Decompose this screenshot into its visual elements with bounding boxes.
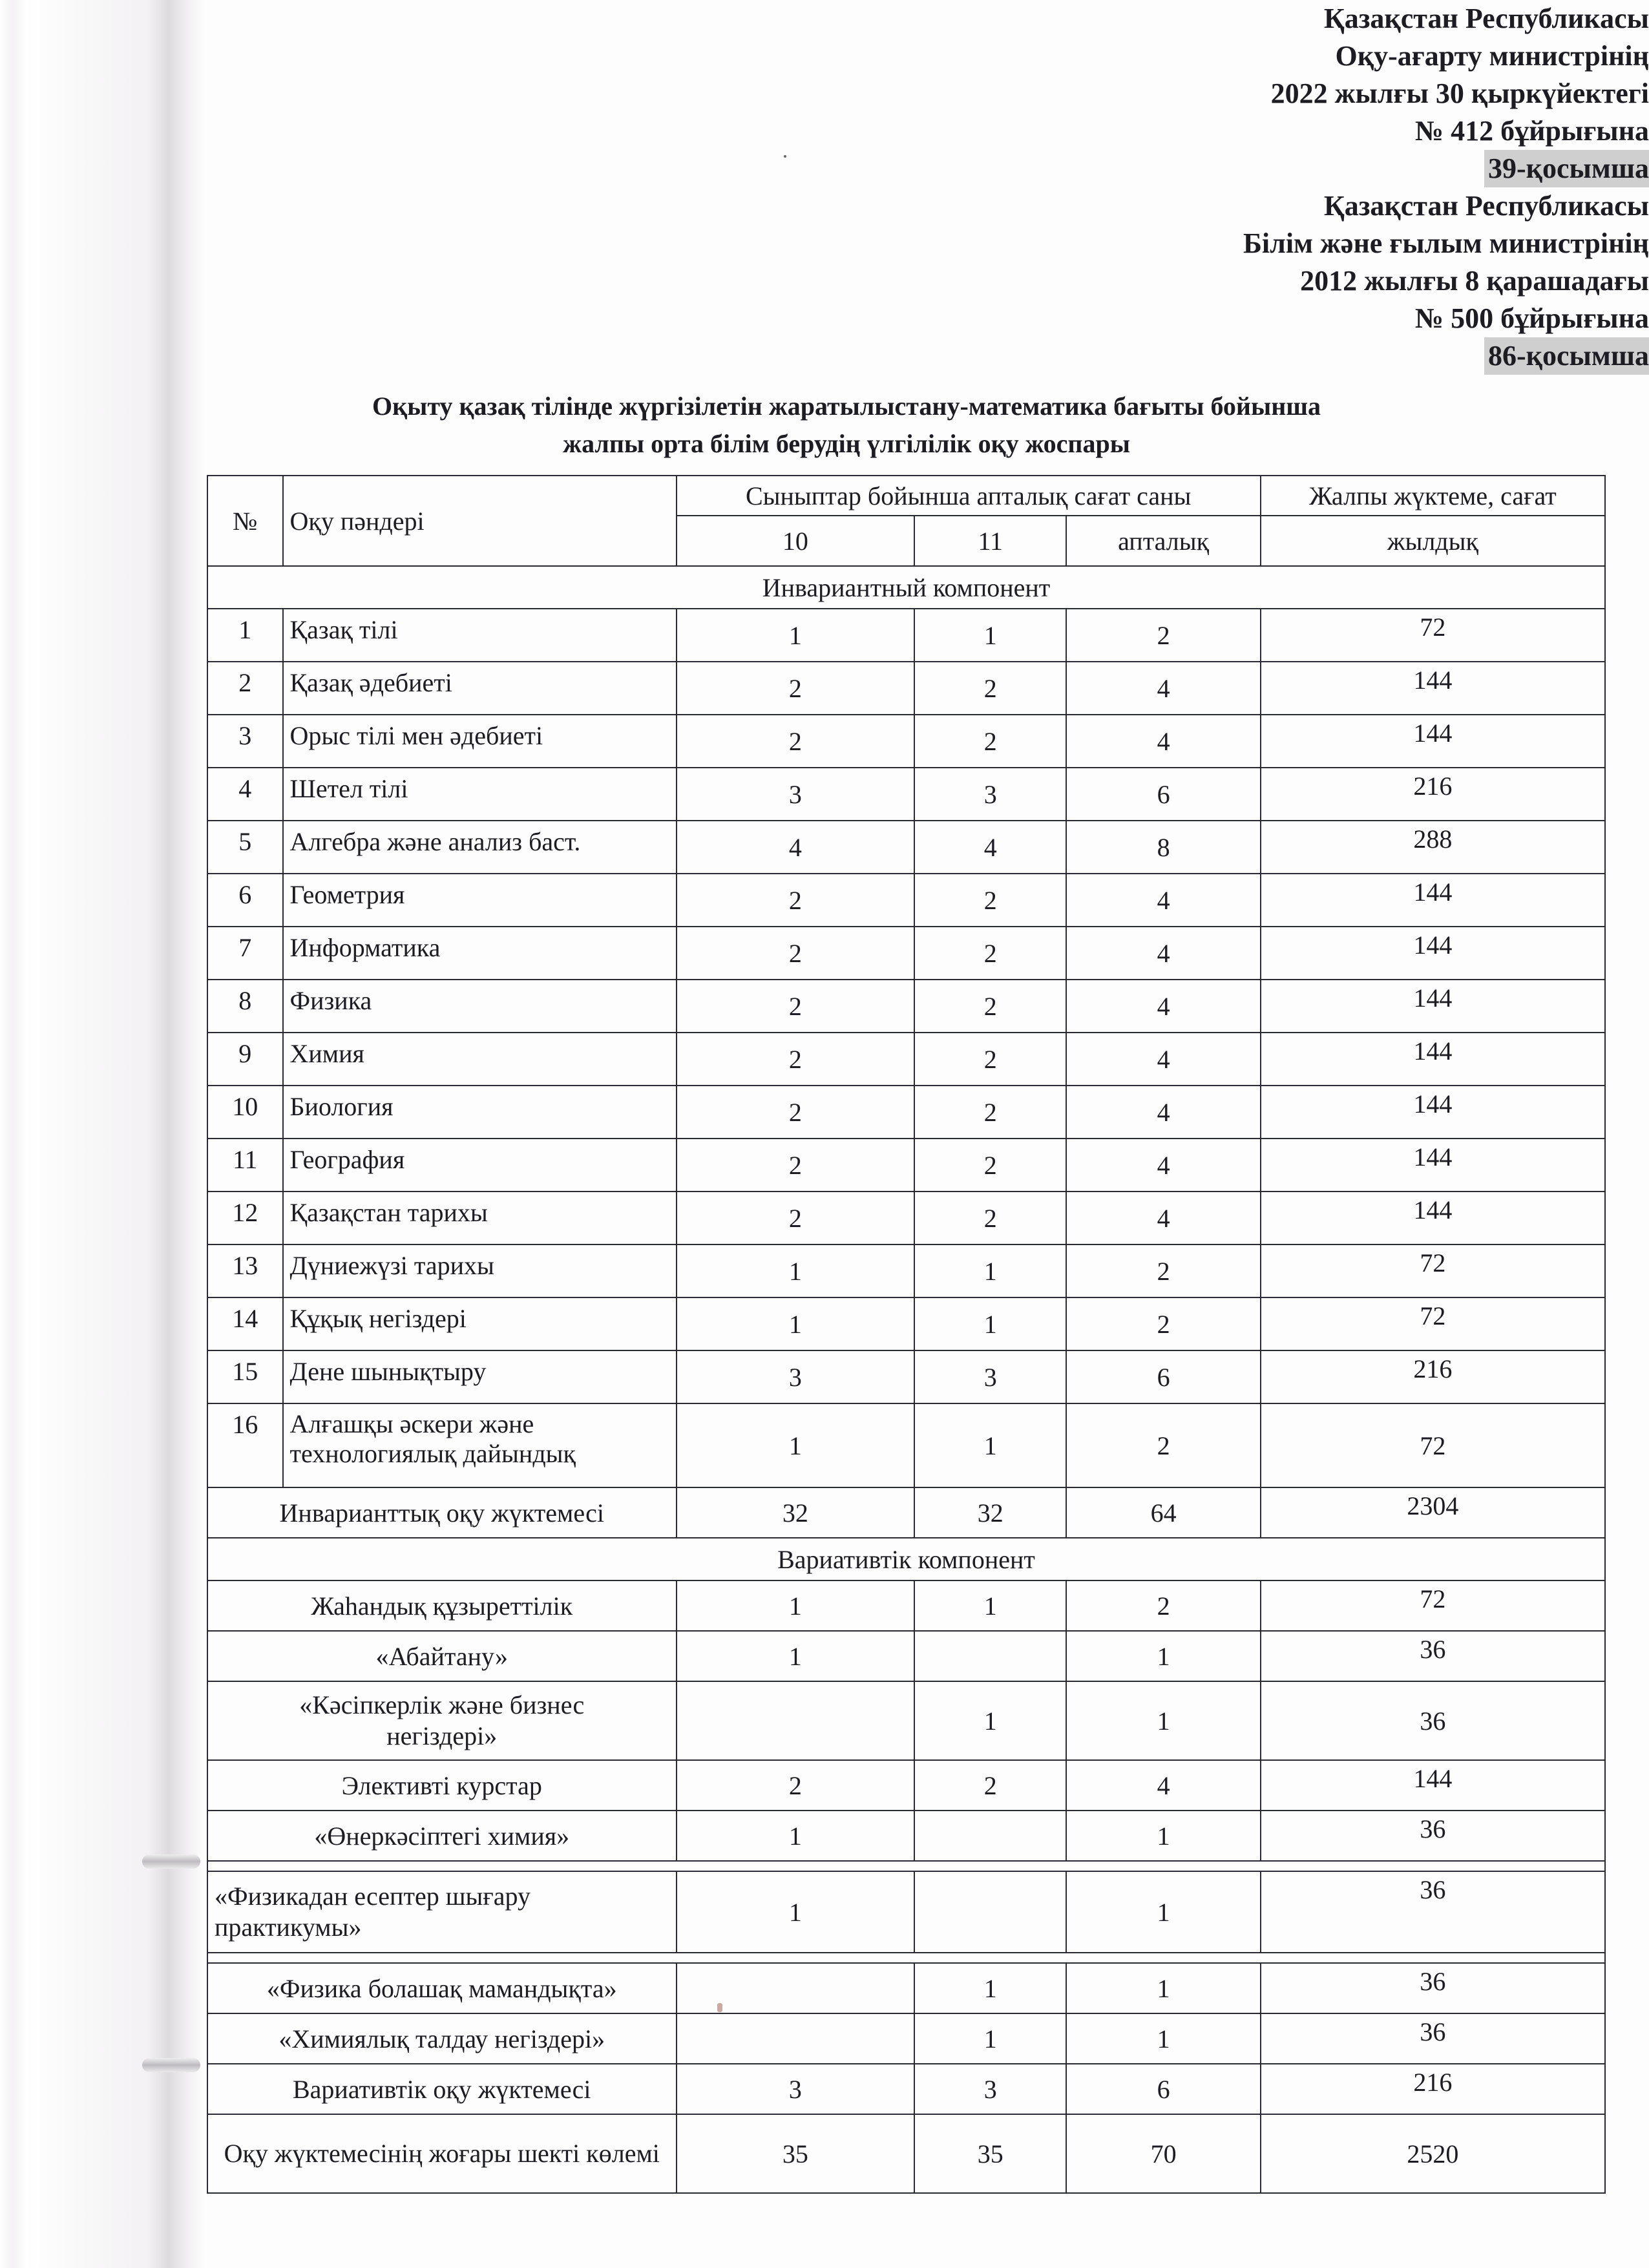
subject-name: Информатика bbox=[283, 927, 677, 980]
grade-11-hours: 3 bbox=[914, 768, 1066, 821]
table-row bbox=[207, 2013, 1605, 2064]
row-number: 14 bbox=[207, 1297, 283, 1350]
weekly-hours: 64 bbox=[1066, 1487, 1261, 1538]
header-line: Оқу-ағарту министрінің bbox=[1335, 40, 1649, 72]
document-title bbox=[207, 388, 1486, 463]
subject-name: Қазақ әдебиеті bbox=[283, 662, 677, 715]
grade-10-hours: 1 bbox=[677, 609, 915, 662]
grade-11-hours: 2 bbox=[914, 1192, 1066, 1244]
grade-10-hours: 2 bbox=[677, 1760, 915, 1811]
grade-11-hours: 3 bbox=[914, 2064, 1066, 2114]
row-number: 6 bbox=[207, 874, 283, 927]
weekly-hours: 4 bbox=[1066, 1033, 1261, 1086]
subject-name: Жаһандық құзыреттілік bbox=[207, 1580, 677, 1631]
approval-header bbox=[1067, 0, 1649, 375]
subject-name: Элективті курстар bbox=[207, 1760, 677, 1811]
grade-11-hours: 2 bbox=[914, 1139, 1066, 1192]
grade-10-hours: 2 bbox=[677, 1139, 915, 1192]
grade-10-hours: 4 bbox=[677, 821, 915, 874]
col-header-grade-10: 10 bbox=[677, 516, 915, 566]
row-number: 10 bbox=[207, 1086, 283, 1139]
subject-name: Дене шынықтыру bbox=[283, 1350, 677, 1403]
subject-name: «Абайтану» bbox=[207, 1631, 677, 1681]
grade-10-hours: 2 bbox=[677, 662, 915, 715]
appendix-number: 39-қосымша bbox=[1484, 150, 1649, 187]
grade-10-hours: 32 bbox=[677, 1487, 915, 1538]
grade-11-hours bbox=[914, 1631, 1066, 1681]
grade-11-hours: 2 bbox=[914, 980, 1066, 1033]
subject-name: Химия bbox=[283, 1033, 677, 1086]
weekly-hours: 2 bbox=[1066, 1403, 1261, 1487]
yearly-hours: 144 bbox=[1261, 1192, 1605, 1244]
weekly-hours: 1 bbox=[1066, 1811, 1261, 1861]
row-number: 1 bbox=[207, 609, 283, 662]
weekly-hours: 4 bbox=[1066, 980, 1261, 1033]
grade-10-hours bbox=[677, 1681, 915, 1760]
grade-10-hours: 2 bbox=[677, 980, 915, 1033]
binder-ring-icon bbox=[142, 2058, 200, 2072]
yearly-hours: 216 bbox=[1261, 2064, 1605, 2114]
col-header-weekly: апталық bbox=[1066, 516, 1261, 566]
title-line-1: Оқыту қазақ тілінде жүргізілетін жаратылыстану-математика бағыты бойынша bbox=[372, 392, 1321, 421]
table-row bbox=[207, 821, 1605, 874]
grade-11-hours: 2 bbox=[914, 927, 1066, 980]
subject-name: Қазақ тілі bbox=[283, 609, 677, 662]
subject-name: Алғашқы әскери және технологиялық дайындық bbox=[283, 1403, 677, 1487]
weekly-hours: 4 bbox=[1066, 1192, 1261, 1244]
max-total-row bbox=[207, 2114, 1605, 2193]
weekly-hours: 4 bbox=[1066, 874, 1261, 927]
grade-10-hours: 1 bbox=[677, 1297, 915, 1350]
table-row bbox=[207, 1811, 1605, 1861]
invariant-total-row bbox=[207, 1487, 1605, 1538]
yearly-hours: 144 bbox=[1261, 1139, 1605, 1192]
yearly-hours: 144 bbox=[1261, 874, 1605, 927]
grade-11-hours: 1 bbox=[914, 1403, 1066, 1487]
weekly-hours: 1 bbox=[1066, 2013, 1261, 2064]
weekly-hours: 2 bbox=[1066, 1297, 1261, 1350]
table-row bbox=[207, 1139, 1605, 1192]
variative-total-label: Вариативтік оқу жүктемесі bbox=[207, 2064, 677, 2114]
yearly-hours: 36 bbox=[1261, 1681, 1605, 1760]
yearly-hours: 36 bbox=[1261, 1631, 1605, 1681]
table-row bbox=[207, 609, 1605, 662]
grade-11-hours: 3 bbox=[914, 1350, 1066, 1403]
header-line: Қазақстан Республикасы bbox=[1323, 190, 1649, 222]
binder-ring-icon bbox=[142, 1854, 200, 1869]
weekly-hours: 2 bbox=[1066, 1580, 1261, 1631]
grade-11-hours: 2 bbox=[914, 715, 1066, 768]
grade-10-hours bbox=[677, 2013, 915, 2064]
grade-10-hours: 2 bbox=[677, 1192, 915, 1244]
row-number: 9 bbox=[207, 1033, 283, 1086]
yearly-hours: 36 bbox=[1261, 1811, 1605, 1861]
grade-11-hours: 4 bbox=[914, 821, 1066, 874]
table-row bbox=[207, 1033, 1605, 1086]
col-header-grade-11: 11 bbox=[914, 516, 1066, 566]
grade-11-hours: 1 bbox=[914, 1244, 1066, 1297]
grade-10-hours: 1 bbox=[677, 1244, 915, 1297]
spacer-row bbox=[207, 1953, 1605, 1963]
col-header-yearly: жылдық bbox=[1261, 516, 1605, 566]
weekly-hours: 2 bbox=[1066, 1244, 1261, 1297]
grade-10-hours: 2 bbox=[677, 927, 915, 980]
header-line: № 412 бұйрығына bbox=[1414, 115, 1649, 147]
subject-name: Орыс тілі мен әдебиеті bbox=[283, 715, 677, 768]
grade-11-hours: 1 bbox=[914, 1963, 1066, 2013]
subject-name: «Кәсіпкерлік және бизнес негіздері» bbox=[207, 1681, 677, 1760]
grade-10-hours: 2 bbox=[677, 1033, 915, 1086]
grade-11-hours: 1 bbox=[914, 2013, 1066, 2064]
subject-name: Физика bbox=[283, 980, 677, 1033]
subject-name: Қазақстан тарихы bbox=[283, 1192, 677, 1244]
weekly-hours: 70 bbox=[1066, 2114, 1261, 2193]
spacer-cell bbox=[207, 1953, 1605, 1963]
subject-name: «Физикадан есептер шығару практикумы» bbox=[207, 1871, 677, 1953]
yearly-hours: 72 bbox=[1261, 1297, 1605, 1350]
grade-11-hours bbox=[914, 1811, 1066, 1861]
weekly-hours: 6 bbox=[1066, 768, 1261, 821]
section-row bbox=[207, 1538, 1605, 1580]
row-number: 13 bbox=[207, 1244, 283, 1297]
grade-11-hours bbox=[914, 1871, 1066, 1953]
weekly-hours: 6 bbox=[1066, 1350, 1261, 1403]
table-row bbox=[207, 1580, 1605, 1631]
table-row bbox=[207, 662, 1605, 715]
table-row bbox=[207, 1871, 1605, 1953]
weekly-hours: 2 bbox=[1066, 609, 1261, 662]
weekly-hours: 8 bbox=[1066, 821, 1261, 874]
header-line: 2022 жылғы 30 қыркүйектегі bbox=[1270, 78, 1649, 109]
grade-11-hours: 35 bbox=[914, 2114, 1066, 2193]
grade-10-hours: 1 bbox=[677, 1580, 915, 1631]
section-invariant: Инвариантный компонент bbox=[207, 566, 1605, 609]
grade-10-hours: 35 bbox=[677, 2114, 915, 2193]
appendix-number: 86-қосымша bbox=[1484, 337, 1649, 375]
table-row bbox=[207, 927, 1605, 980]
row-number: 2 bbox=[207, 662, 283, 715]
grade-10-hours: 1 bbox=[677, 1631, 915, 1681]
row-number: 3 bbox=[207, 715, 283, 768]
subject-name: География bbox=[283, 1139, 677, 1192]
table-row bbox=[207, 1963, 1605, 2013]
spacer-cell bbox=[207, 1861, 1605, 1871]
table-row bbox=[207, 1403, 1605, 1487]
grade-11-hours: 1 bbox=[914, 1681, 1066, 1760]
grade-11-hours: 32 bbox=[914, 1487, 1066, 1538]
grade-11-hours: 2 bbox=[914, 1086, 1066, 1139]
grade-10-hours: 3 bbox=[677, 2064, 915, 2114]
col-header-subjects: Оқу пәндері bbox=[283, 476, 677, 566]
table-row bbox=[207, 980, 1605, 1033]
grade-11-hours: 1 bbox=[914, 609, 1066, 662]
yearly-hours: 144 bbox=[1261, 927, 1605, 980]
grade-11-hours: 2 bbox=[914, 662, 1066, 715]
section-row bbox=[207, 566, 1605, 609]
binder-margin bbox=[0, 0, 207, 2268]
table-row bbox=[207, 1350, 1605, 1403]
grade-11-hours: 1 bbox=[914, 1580, 1066, 1631]
subject-name: Геометрия bbox=[283, 874, 677, 927]
yearly-hours: 288 bbox=[1261, 821, 1605, 874]
table-row bbox=[207, 768, 1605, 821]
yearly-hours: 144 bbox=[1261, 1086, 1605, 1139]
table-row bbox=[207, 1631, 1605, 1681]
weekly-hours: 1 bbox=[1066, 1871, 1261, 1953]
grade-10-hours: 3 bbox=[677, 1350, 915, 1403]
weekly-hours: 6 bbox=[1066, 2064, 1261, 2114]
grade-10-hours: 2 bbox=[677, 1086, 915, 1139]
table-row bbox=[207, 874, 1605, 927]
row-number: 8 bbox=[207, 980, 283, 1033]
yearly-hours: 72 bbox=[1261, 1244, 1605, 1297]
header-line: Қазақстан Республикасы bbox=[1323, 3, 1649, 34]
subject-name: Алгебра және анализ баст. bbox=[283, 821, 677, 874]
yearly-hours: 72 bbox=[1261, 1580, 1605, 1631]
spacer-row bbox=[207, 1861, 1605, 1871]
subject-name: «Физика болашақ мамандықта» bbox=[207, 1963, 677, 2013]
scan-speck bbox=[784, 155, 786, 158]
yearly-hours: 2304 bbox=[1261, 1487, 1605, 1538]
weekly-hours: 4 bbox=[1066, 927, 1261, 980]
row-number: 12 bbox=[207, 1192, 283, 1244]
grade-10-hours: 2 bbox=[677, 874, 915, 927]
weekly-hours: 4 bbox=[1066, 1760, 1261, 1811]
subject-name: Дүниежүзі тарихы bbox=[283, 1244, 677, 1297]
header-line: № 500 бұйрығына bbox=[1414, 302, 1649, 334]
table-row bbox=[207, 715, 1605, 768]
row-number: 15 bbox=[207, 1350, 283, 1403]
row-number: 7 bbox=[207, 927, 283, 980]
subject-name: «Өнеркәсіптегі химия» bbox=[207, 1811, 677, 1861]
yearly-hours: 216 bbox=[1261, 1350, 1605, 1403]
col-header-number: № bbox=[207, 476, 283, 566]
yearly-hours: 144 bbox=[1261, 980, 1605, 1033]
yearly-hours: 72 bbox=[1261, 609, 1605, 662]
max-total-label: Оқу жүктемесінің жоғары шекті көлемі bbox=[207, 2114, 677, 2193]
subject-name: Құқық негіздері bbox=[283, 1297, 677, 1350]
grade-10-hours: 1 bbox=[677, 1403, 915, 1487]
yearly-hours: 144 bbox=[1261, 1033, 1605, 1086]
invariant-total-label: Инварианттық оқу жүктемесі bbox=[207, 1487, 677, 1538]
variative-total-row bbox=[207, 2064, 1605, 2114]
weekly-hours: 4 bbox=[1066, 715, 1261, 768]
grade-10-hours: 2 bbox=[677, 715, 915, 768]
weekly-hours: 4 bbox=[1066, 662, 1261, 715]
yearly-hours: 144 bbox=[1261, 662, 1605, 715]
table-row bbox=[207, 1192, 1605, 1244]
yearly-hours: 72 bbox=[1261, 1403, 1605, 1487]
subject-name: Шетел тілі bbox=[283, 768, 677, 821]
yearly-hours: 144 bbox=[1261, 1760, 1605, 1811]
grade-11-hours: 1 bbox=[914, 1297, 1066, 1350]
grade-10-hours: 1 bbox=[677, 1811, 915, 1861]
header-row bbox=[207, 476, 1605, 516]
table-row bbox=[207, 1086, 1605, 1139]
header-line: Білім және ғылым министрінің bbox=[1243, 227, 1649, 259]
subject-name: Биология bbox=[283, 1086, 677, 1139]
weekly-hours: 1 bbox=[1066, 1681, 1261, 1760]
yearly-hours: 2520 bbox=[1261, 2114, 1605, 2193]
header-line: 2012 жылғы 8 қарашадағы bbox=[1300, 265, 1649, 297]
weekly-hours: 4 bbox=[1066, 1086, 1261, 1139]
grade-10-hours: 1 bbox=[677, 1871, 915, 1953]
grade-10-hours: 3 bbox=[677, 768, 915, 821]
weekly-hours: 1 bbox=[1066, 1631, 1261, 1681]
table-row bbox=[207, 1244, 1605, 1297]
col-header-total-group: Жалпы жүктеме, сағат bbox=[1261, 476, 1605, 516]
row-number: 4 bbox=[207, 768, 283, 821]
row-number: 16 bbox=[207, 1403, 283, 1487]
yearly-hours: 36 bbox=[1261, 2013, 1605, 2064]
grade-10-hours bbox=[677, 1963, 915, 2013]
weekly-hours: 4 bbox=[1066, 1139, 1261, 1192]
curriculum-table bbox=[207, 475, 1606, 2194]
weekly-hours: 1 bbox=[1066, 1963, 1261, 2013]
row-number: 11 bbox=[207, 1139, 283, 1192]
grade-11-hours: 2 bbox=[914, 1033, 1066, 1086]
table-row bbox=[207, 1681, 1605, 1760]
yearly-hours: 216 bbox=[1261, 768, 1605, 821]
table-row bbox=[207, 1760, 1605, 1811]
yearly-hours: 36 bbox=[1261, 1963, 1605, 2013]
yearly-hours: 144 bbox=[1261, 715, 1605, 768]
subject-name: «Химиялық талдау негіздері» bbox=[207, 2013, 677, 2064]
yearly-hours: 36 bbox=[1261, 1871, 1605, 1953]
col-header-weekly-group: Сыныптар бойынша апталық сағат саны bbox=[677, 476, 1261, 516]
row-number: 5 bbox=[207, 821, 283, 874]
title-line-2: жалпы орта білім берудің үлгілілік оқу жоспары bbox=[563, 429, 1130, 458]
grade-11-hours: 2 bbox=[914, 1760, 1066, 1811]
grade-11-hours: 2 bbox=[914, 874, 1066, 927]
table-row bbox=[207, 1297, 1605, 1350]
section-variative: Вариативтік компонент bbox=[207, 1538, 1605, 1580]
